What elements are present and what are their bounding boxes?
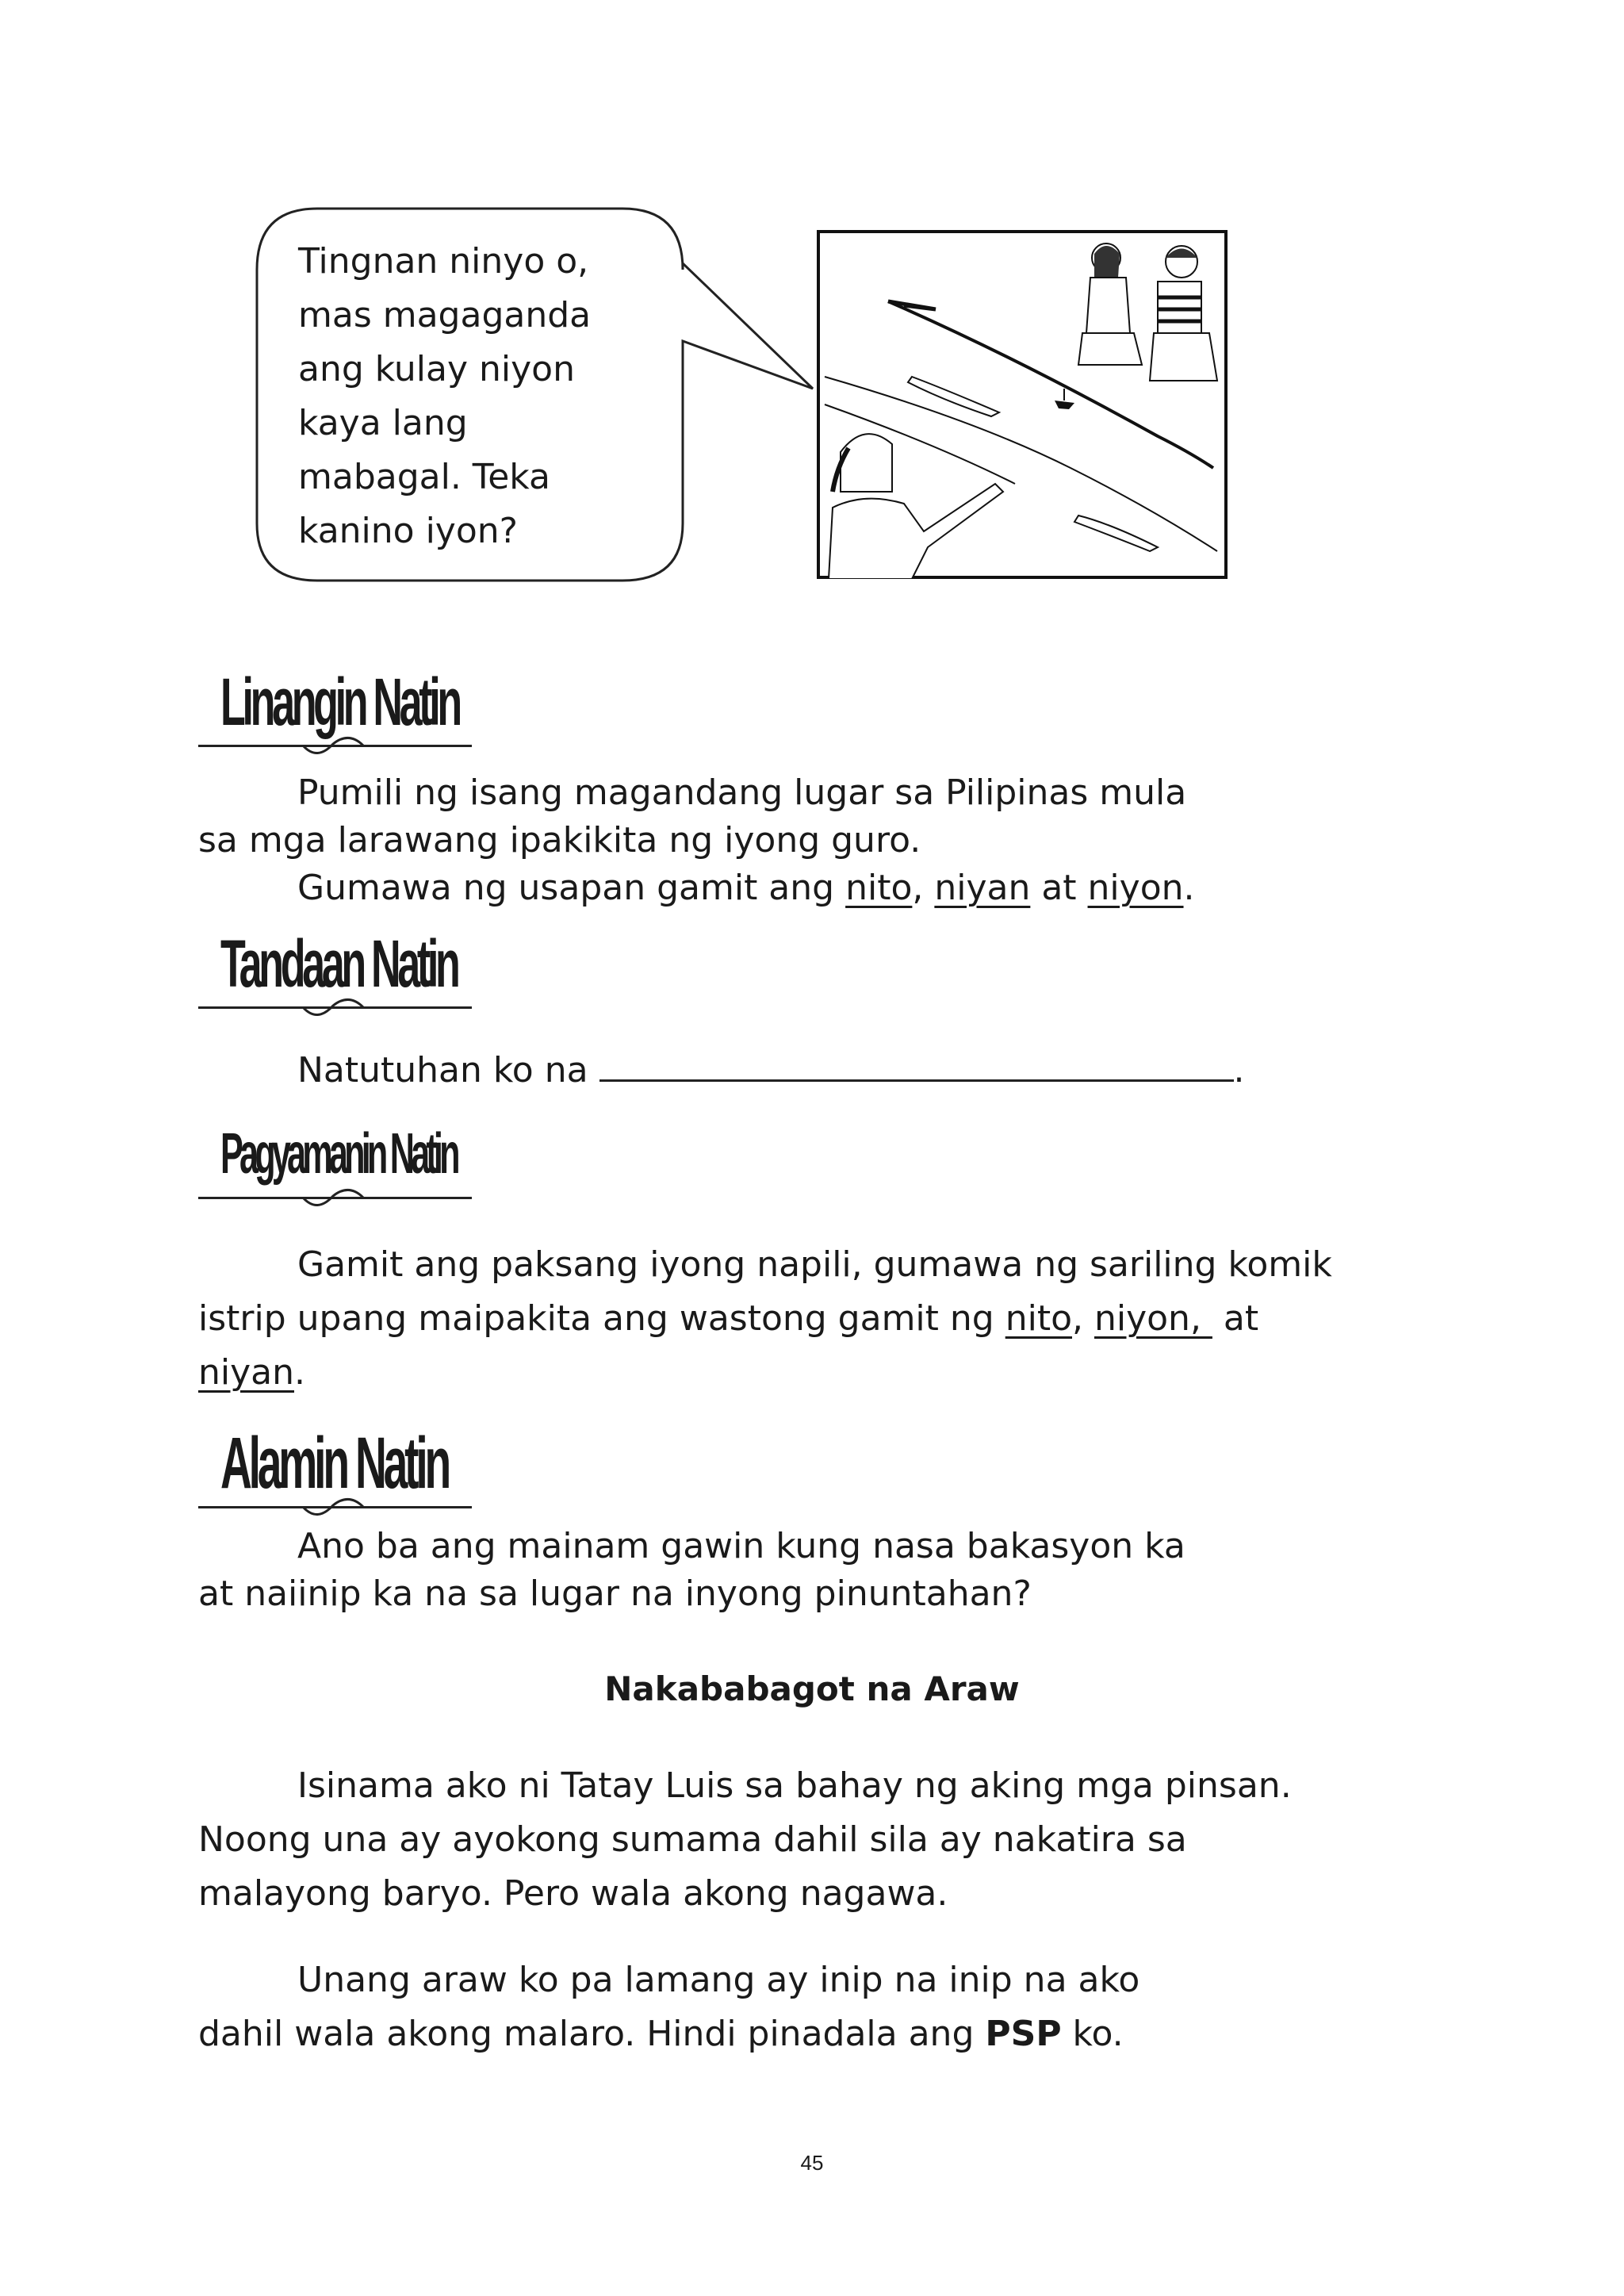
text: istrip upang maipakita ang wastong gamit ng: [198, 1298, 1005, 1339]
text: ,: [1072, 1298, 1094, 1339]
text: ko.: [1061, 2014, 1124, 2054]
heading-text: Tandaan Natin: [220, 926, 458, 1001]
speech-bubble: [254, 206, 825, 587]
text: at: [1212, 1298, 1259, 1339]
text: dahil wala akong malaro. Hindi pinadala ang: [198, 2014, 986, 2054]
bubble-line: mas magaganda: [298, 295, 592, 335]
story-title: Nakababagot na Araw: [604, 1669, 1020, 1708]
linangin-p1-line2: sa mga larawang ipakikita ng iyong guro.: [198, 820, 921, 861]
illustration-river-scene: [817, 230, 1228, 579]
heading-swash: [301, 1491, 365, 1523]
underlined-word: niyan: [198, 1352, 294, 1393]
bubble-line: mabagal. Teka: [298, 457, 550, 497]
story-p2-line1: Unang araw ko pa lamang ay inip na inip na ako: [297, 1960, 1140, 2000]
linangin-p2: [297, 864, 1195, 912]
story-p1-line2: Noong una ay ayokong sumama dahil sila ay nakatira sa: [198, 1819, 1187, 1860]
bubble-line: Tingnan ninyo o,: [298, 241, 589, 282]
text: Gumawa ng usapan gamit ang: [297, 868, 846, 908]
text: at: [1030, 868, 1088, 908]
text: Natutuhan ko na: [297, 1050, 599, 1091]
underlined-word: nito: [845, 868, 913, 908]
heading-swash: [301, 991, 365, 1023]
story-p2-line2: [198, 2010, 1124, 2058]
section-heading-tandaan: [198, 920, 484, 1023]
story-p1-line1: Isinama ako ni Tatay Luis sa bahay ng aking mga pinsan.: [297, 1765, 1292, 1806]
alamin-q-line1: Ano ba ang mainam gawin kung nasa bakasyon ka: [297, 1526, 1185, 1566]
text: ,: [912, 868, 935, 908]
tandaan-line: [297, 1047, 1245, 1094]
bold-text: PSP: [985, 2014, 1062, 2054]
heading-text: Pagyamanin Natin: [220, 1122, 457, 1186]
text: .: [294, 1352, 305, 1393]
bubble-line: kaya lang: [298, 403, 468, 443]
section-heading-linangin: [198, 658, 484, 761]
heading-swash: [301, 1182, 365, 1213]
linangin-p1-line1: Pumili ng isang magandang lugar sa Pilipinas mula: [297, 772, 1187, 813]
heading-swash: [301, 730, 365, 761]
heading-text: Linangin Natin: [220, 665, 459, 739]
heading-text: Alamin Natin: [220, 1423, 448, 1504]
section-heading-pagyamanin: [198, 1110, 484, 1213]
text: .: [1233, 1050, 1245, 1091]
page-number: 45: [800, 2151, 824, 2175]
text: .: [1183, 868, 1195, 908]
underlined-word: niyon: [1087, 868, 1184, 908]
pagyamanin-line2: [198, 1295, 1258, 1343]
pagyamanin-line1: Gamit ang paksang iyong napili, gumawa ng sariling komik: [297, 1244, 1332, 1285]
alamin-q-line2: at naiinip ka na sa lugar na inyong pinuntahan?: [198, 1573, 1032, 1614]
bubble-line: kanino iyon?: [298, 511, 518, 551]
story-p1-line3: malayong baryo. Pero wala akong nagawa.: [198, 1873, 948, 1914]
pagyamanin-line3: [198, 1349, 305, 1397]
section-heading-alamin: [198, 1420, 484, 1523]
fill-in-blank[interactable]: [599, 1048, 1234, 1082]
underlined-word: niyon,: [1094, 1298, 1212, 1339]
underlined-word: niyan: [934, 868, 1031, 908]
bubble-line: ang kulay niyon: [298, 349, 575, 389]
underlined-word: nito: [1005, 1298, 1072, 1339]
speech-bubble-text: [298, 235, 591, 558]
